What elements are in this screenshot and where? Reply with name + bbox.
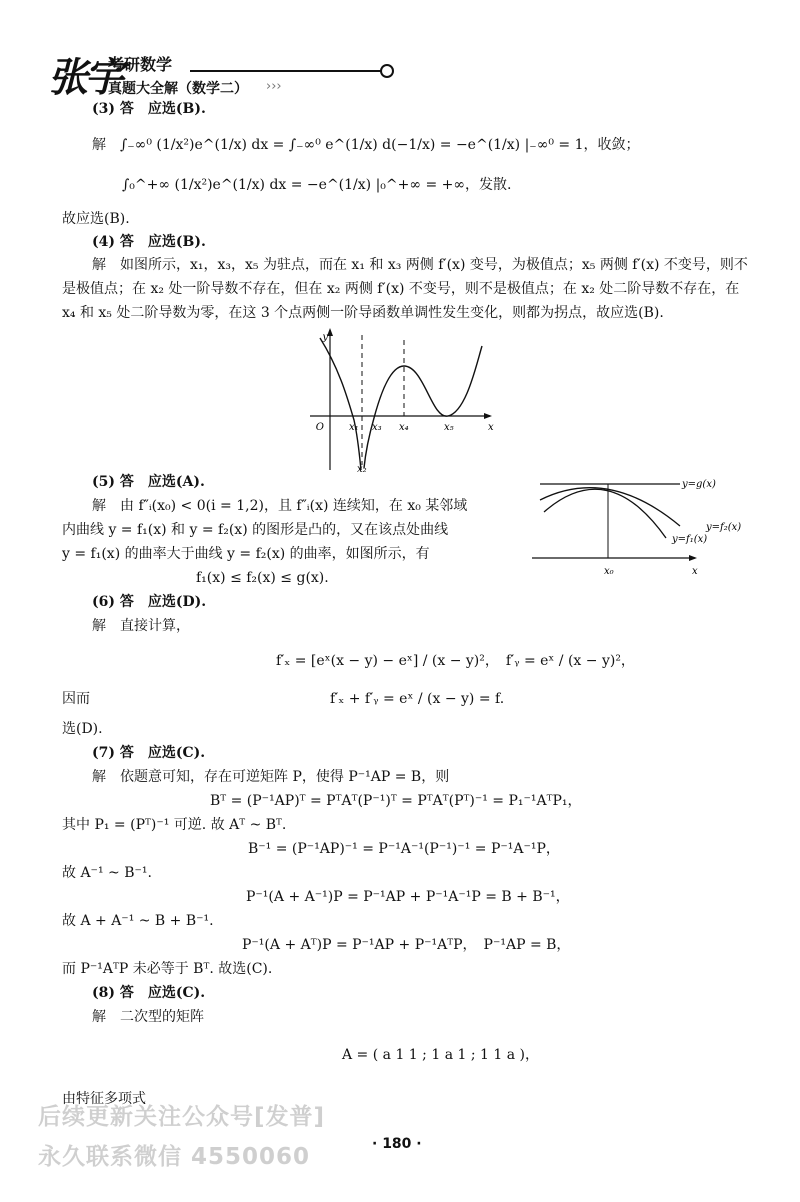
answer-6: (6) 答 应选(D). bbox=[92, 594, 207, 610]
solution-5-line3: y = f₁(x) 的曲率大于曲线 y = f₂(x) 的曲率，如图所示，有 bbox=[62, 546, 430, 562]
fig1-label-x: x bbox=[488, 422, 494, 433]
solution-5-inequality: f₁(x) ≤ f₂(x) ≤ g(x). bbox=[196, 570, 329, 586]
fig2-curve-f1 bbox=[544, 489, 666, 538]
solution-8-line2: 由特征多项式 bbox=[62, 1091, 146, 1107]
formula-sum-inverse: P⁻¹(A + A⁻¹)P = P⁻¹AP + P⁻¹A⁻¹P = B + B⁻¹， bbox=[246, 889, 570, 905]
watermark-line1: 后续更新关注公众号[发普] bbox=[38, 1104, 326, 1130]
solution-3-line2: ∫₀^+∞ (1/x²)e^(1/x) dx = −e^(1/x) |₀^+∞ = +∞，发散. bbox=[122, 177, 512, 193]
solution-7-line1: 解 依题意可知，存在可逆矩阵 P，使得 P⁻¹AP = B，则 bbox=[92, 769, 450, 785]
fig2-label-f1: y=f₁(x) bbox=[672, 534, 708, 545]
solution-7-line4: 故 A + A⁻¹ ~ B + B⁻¹. bbox=[62, 913, 214, 929]
fig1-label-origin: O bbox=[315, 422, 324, 433]
solution-4-line2: 是极值点；在 x₂ 处一阶导数不存在，但在 x₂ 两侧 f′(x) 不变号，则不是极值点；在 x₂ 处二阶导数不存在，在 bbox=[62, 281, 740, 297]
fig2-label-f2: y=f₂(x) bbox=[706, 522, 742, 533]
solution-4-line1: 解 如图所示，x₁，x₃，x₅ 为驻点，而在 x₁ 和 x₃ 两侧 f′(x) 变号，为极值点；x₅ 两侧 f′(x) 不变号，则不 bbox=[92, 257, 748, 273]
header-rule-end bbox=[380, 64, 394, 78]
fig1-label-x3: x₃ bbox=[372, 422, 382, 433]
fig1-label-x4: x₄ bbox=[399, 422, 409, 433]
solution-7-conclusion: 而 P⁻¹AᵀP 未必等于 Bᵀ. 故选(C). bbox=[62, 961, 273, 977]
solution-7-line2: 其中 P₁ = (Pᵀ)⁻¹ 可逆. 故 Aᵀ ~ Bᵀ. bbox=[62, 817, 287, 833]
author-logo: 张宇 bbox=[48, 54, 120, 101]
answer-4: (4) 答 应选(B). bbox=[92, 234, 206, 250]
page-number: · 180 · bbox=[372, 1136, 422, 1152]
solution-7-line3: 故 A⁻¹ ~ B⁻¹. bbox=[62, 865, 152, 881]
header-arrows: ››› bbox=[266, 79, 282, 94]
fig2-label-x0: x₀ bbox=[604, 566, 614, 577]
formula-transpose: Bᵀ = (P⁻¹AP)ᵀ = PᵀAᵀ(P⁻¹)ᵀ = PᵀAᵀ(Pᵀ)⁻¹ = P₁⁻¹AᵀP₁， bbox=[210, 793, 582, 809]
formula-sum-derivatives: f′ₓ + f′ᵧ = eˣ / (x − y) = f. bbox=[330, 691, 505, 707]
fig1-label-x1: x₁ bbox=[349, 422, 359, 433]
answer-5: (5) 答 应选(A). bbox=[92, 474, 205, 490]
fig1-label-x2: x₂ bbox=[357, 464, 367, 475]
solution-6-therefore: 因而 bbox=[62, 691, 90, 707]
book-subtitle: 真题大全解（数学二） bbox=[108, 81, 248, 97]
fig2-label-x: x bbox=[692, 566, 698, 577]
header-rule bbox=[190, 70, 382, 72]
solution-5-line2: 内曲线 y = f₁(x) 和 y = f₂(x) 的图形是凸的，又在该点处曲线 bbox=[62, 522, 449, 538]
fig2-curve-f2 bbox=[540, 488, 680, 526]
solution-6-line1: 解 直接计算， bbox=[92, 618, 190, 634]
solution-3-conclusion: 故应选(B). bbox=[62, 211, 130, 227]
fig1-curve-left bbox=[320, 338, 361, 470]
solution-3-line1: 解 ∫₋∞⁰ (1/x²)e^(1/x) dx = ∫₋∞⁰ e^(1/x) d(−1/x) = −e^(1/x) |₋∞⁰ = 1，收敛； bbox=[92, 137, 640, 153]
figure-stationary-points bbox=[300, 320, 510, 480]
answer-7: (7) 答 应选(C). bbox=[92, 745, 206, 761]
book-title: 考研数学 bbox=[108, 55, 173, 74]
solution-8-line1: 解 二次型的矩阵 bbox=[92, 1009, 204, 1025]
fig2-label-g: y=g(x) bbox=[682, 479, 716, 490]
solution-5-line1: 解 由 f″ᵢ(x₀) < 0(i = 1,2)，且 f″ᵢ(x) 连续知，在 x₀ 某邻域 bbox=[92, 498, 468, 514]
fig1-label-y: y bbox=[322, 332, 328, 343]
formula-inverse: B⁻¹ = (P⁻¹AP)⁻¹ = P⁻¹A⁻¹(P⁻¹)⁻¹ = P⁻¹A⁻¹P， bbox=[248, 841, 560, 857]
figure-curvature bbox=[530, 470, 750, 580]
solution-6-conclusion: 选(D). bbox=[62, 721, 103, 737]
fig1-label-x5: x₅ bbox=[444, 422, 454, 433]
answer-8: (8) 答 应选(C). bbox=[92, 985, 206, 1001]
solution-4-line3: x₄ 和 x₅ 处二阶导数为零，在这 3 个点两侧一阶导函数单调性发生变化，则都为拐点，故应选(B). bbox=[62, 305, 664, 321]
answer-3: (3) 答 应选(B). bbox=[92, 101, 206, 117]
formula-matrix-A: A = ( a 1 1 ; 1 a 1 ; 1 1 a )， bbox=[342, 1047, 539, 1063]
formula-sum-transpose: P⁻¹(A + Aᵀ)P = P⁻¹AP + P⁻¹AᵀP， P⁻¹AP = B， bbox=[242, 937, 571, 953]
fig1-curve-right bbox=[364, 346, 482, 468]
formula-partial-derivatives: f′ₓ = [eˣ(x − y) − eˣ] / (x − y)²， f′ᵧ = eˣ / (x − y)²， bbox=[276, 653, 635, 669]
watermark-line2: 永久联系微信 4550060 bbox=[38, 1144, 311, 1170]
